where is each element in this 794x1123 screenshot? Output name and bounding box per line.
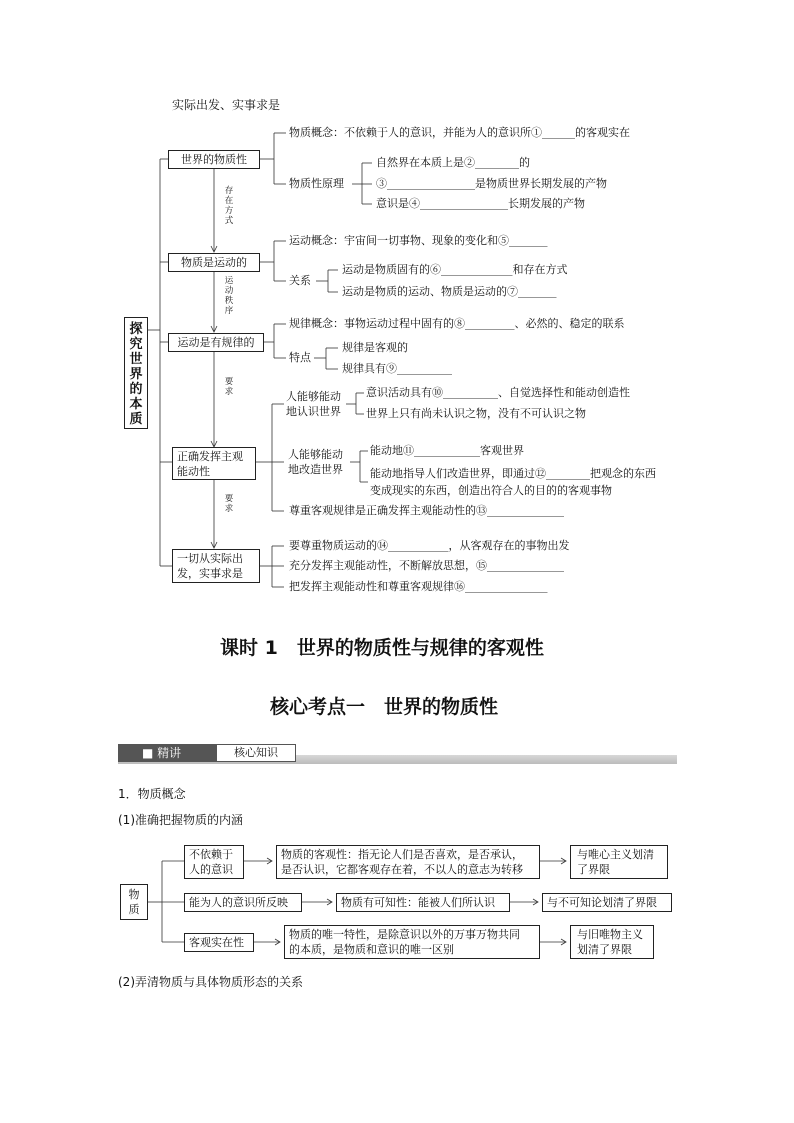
subj-know-2: 世界上只有尚未认识之物，没有不可认识之物 — [366, 407, 586, 420]
sub-2-heading: (2)弄清物质与具体物质形态的关系 — [118, 975, 303, 989]
concept-row1-b — [276, 845, 540, 879]
connector-label-1: 存在方式 — [224, 186, 234, 226]
concept-root: 物质 — [120, 884, 148, 920]
subj-change-1: 能动地⑪____________客观世界 — [370, 444, 524, 457]
subj-know-1: 意识活动具有⑩__________、自觉选择性和能动创造性 — [366, 386, 630, 399]
motion-concept: 运动概念：宇宙间一切事物、现象的变化和⑤_______ — [289, 234, 548, 247]
prac-2: 充分发挥主观能动性，不断解放思想，⑮______________ — [289, 559, 564, 572]
law-feature-1: 规律是客观的 — [342, 341, 408, 354]
section-bar-tab: 核心知识 — [216, 744, 296, 762]
node-subjective: 正确发挥主观能动性 — [172, 447, 256, 480]
prac-1: 要尊重物质运动的⑭___________，从客观存在的事物出发 — [289, 539, 570, 552]
top-fragment-text: 实际出发、实事求是 — [172, 98, 281, 112]
subj-change-2a: 能动地指导人们改造世界，即通过⑫________把观念的东西 — [370, 467, 656, 480]
world-principle-1: 自然界在本质上是②________的 — [376, 156, 530, 169]
mindmap-root: 探究世界的本质 — [124, 317, 148, 429]
concept-row3-c: 与旧唯物主义划清了界限 — [570, 925, 654, 959]
connector-label-4: 要求 — [224, 494, 234, 514]
node-practical: 一切从实际出发，实事求是 — [172, 549, 260, 583]
subj-know-label: 人能够能动地认识世界 — [286, 390, 341, 418]
concept-row1-b-line1: 物质的客观性：指无论人们是否喜欢，是否承认， — [281, 848, 523, 861]
world-principle-2: ③________________是物质世界长期发展的产物 — [376, 177, 607, 190]
law-feature-2: 规律具有⑨__________ — [342, 362, 452, 375]
subj-change-label: 人能够能动地改造世界 — [288, 448, 343, 476]
connector-label-2: 运动秩序 — [224, 276, 234, 316]
concept-row1-b-line2: 是否认识，它都客观存在着，不以人的意志为转移 — [281, 863, 523, 876]
concept-row1-a: 不依赖于人的意识 — [184, 845, 244, 879]
subj-change-2b: 变成现实的东西，创造出符合人的目的的客观事物 — [370, 484, 612, 497]
concept-row2-c: 与不可知论划清了界限 — [542, 893, 672, 912]
concept-row3-b-line2: 的本质，是物质和意识的唯一区别 — [289, 943, 454, 956]
concept-row2-b: 物质有可知性：能被人们所认识 — [336, 893, 510, 912]
motion-relation-1: 运动是物质固有的⑥_____________和存在方式 — [342, 263, 568, 276]
concept-row3-a: 客观实在性 — [184, 933, 254, 952]
concept-row2-a: 能为人的意识所反映 — [184, 893, 302, 912]
point-1-heading: 1．物质概念 — [118, 787, 186, 801]
concept-row1-c: 与唯心主义划清了界限 — [570, 845, 668, 879]
section-bar-label — [118, 744, 216, 762]
concept-row3-b — [284, 925, 540, 959]
concept-row3-b-line1: 物质的唯一特性，是除意识以外的万事万物共同 — [289, 928, 520, 941]
section-bar-left: ■ 精讲 — [142, 746, 182, 760]
connector-label-3: 要求 — [224, 377, 234, 397]
law-feature-label: 特点 — [289, 351, 311, 364]
motion-relation-label: 关系 — [289, 274, 311, 287]
node-motion-law: 运动是有规律的 — [168, 333, 264, 352]
node-world-material: 世界的物质性 — [168, 150, 260, 169]
motion-relation-2: 运动是物质的运动、物质是运动的⑦_______ — [342, 285, 557, 298]
world-principle-3: 意识是④________________长期发展的产物 — [376, 197, 585, 210]
prac-3: 把发挥主观能动性和尊重客观规律⑯_______________ — [289, 580, 548, 593]
node-material-motion: 物质是运动的 — [168, 253, 260, 272]
law-concept: 规律概念：事物运动过程中固有的⑧_________、必然的、稳定的联系 — [289, 317, 625, 330]
subj-respect: 尊重客观规律是正确发挥主观能动性的⑬______________ — [289, 504, 564, 517]
lesson-title: 课时 1 世界的物质性与规律的客观性 — [220, 637, 544, 659]
core-title: 核心考点一 世界的物质性 — [270, 696, 499, 718]
world-principle-label: 物质性原理 — [289, 177, 344, 190]
world-concept: 物质概念：不依赖于人的意识，并能为人的意识所①______的客观实在 — [289, 126, 630, 139]
sub-1-heading: (1)准确把握物质的内涵 — [118, 813, 243, 827]
